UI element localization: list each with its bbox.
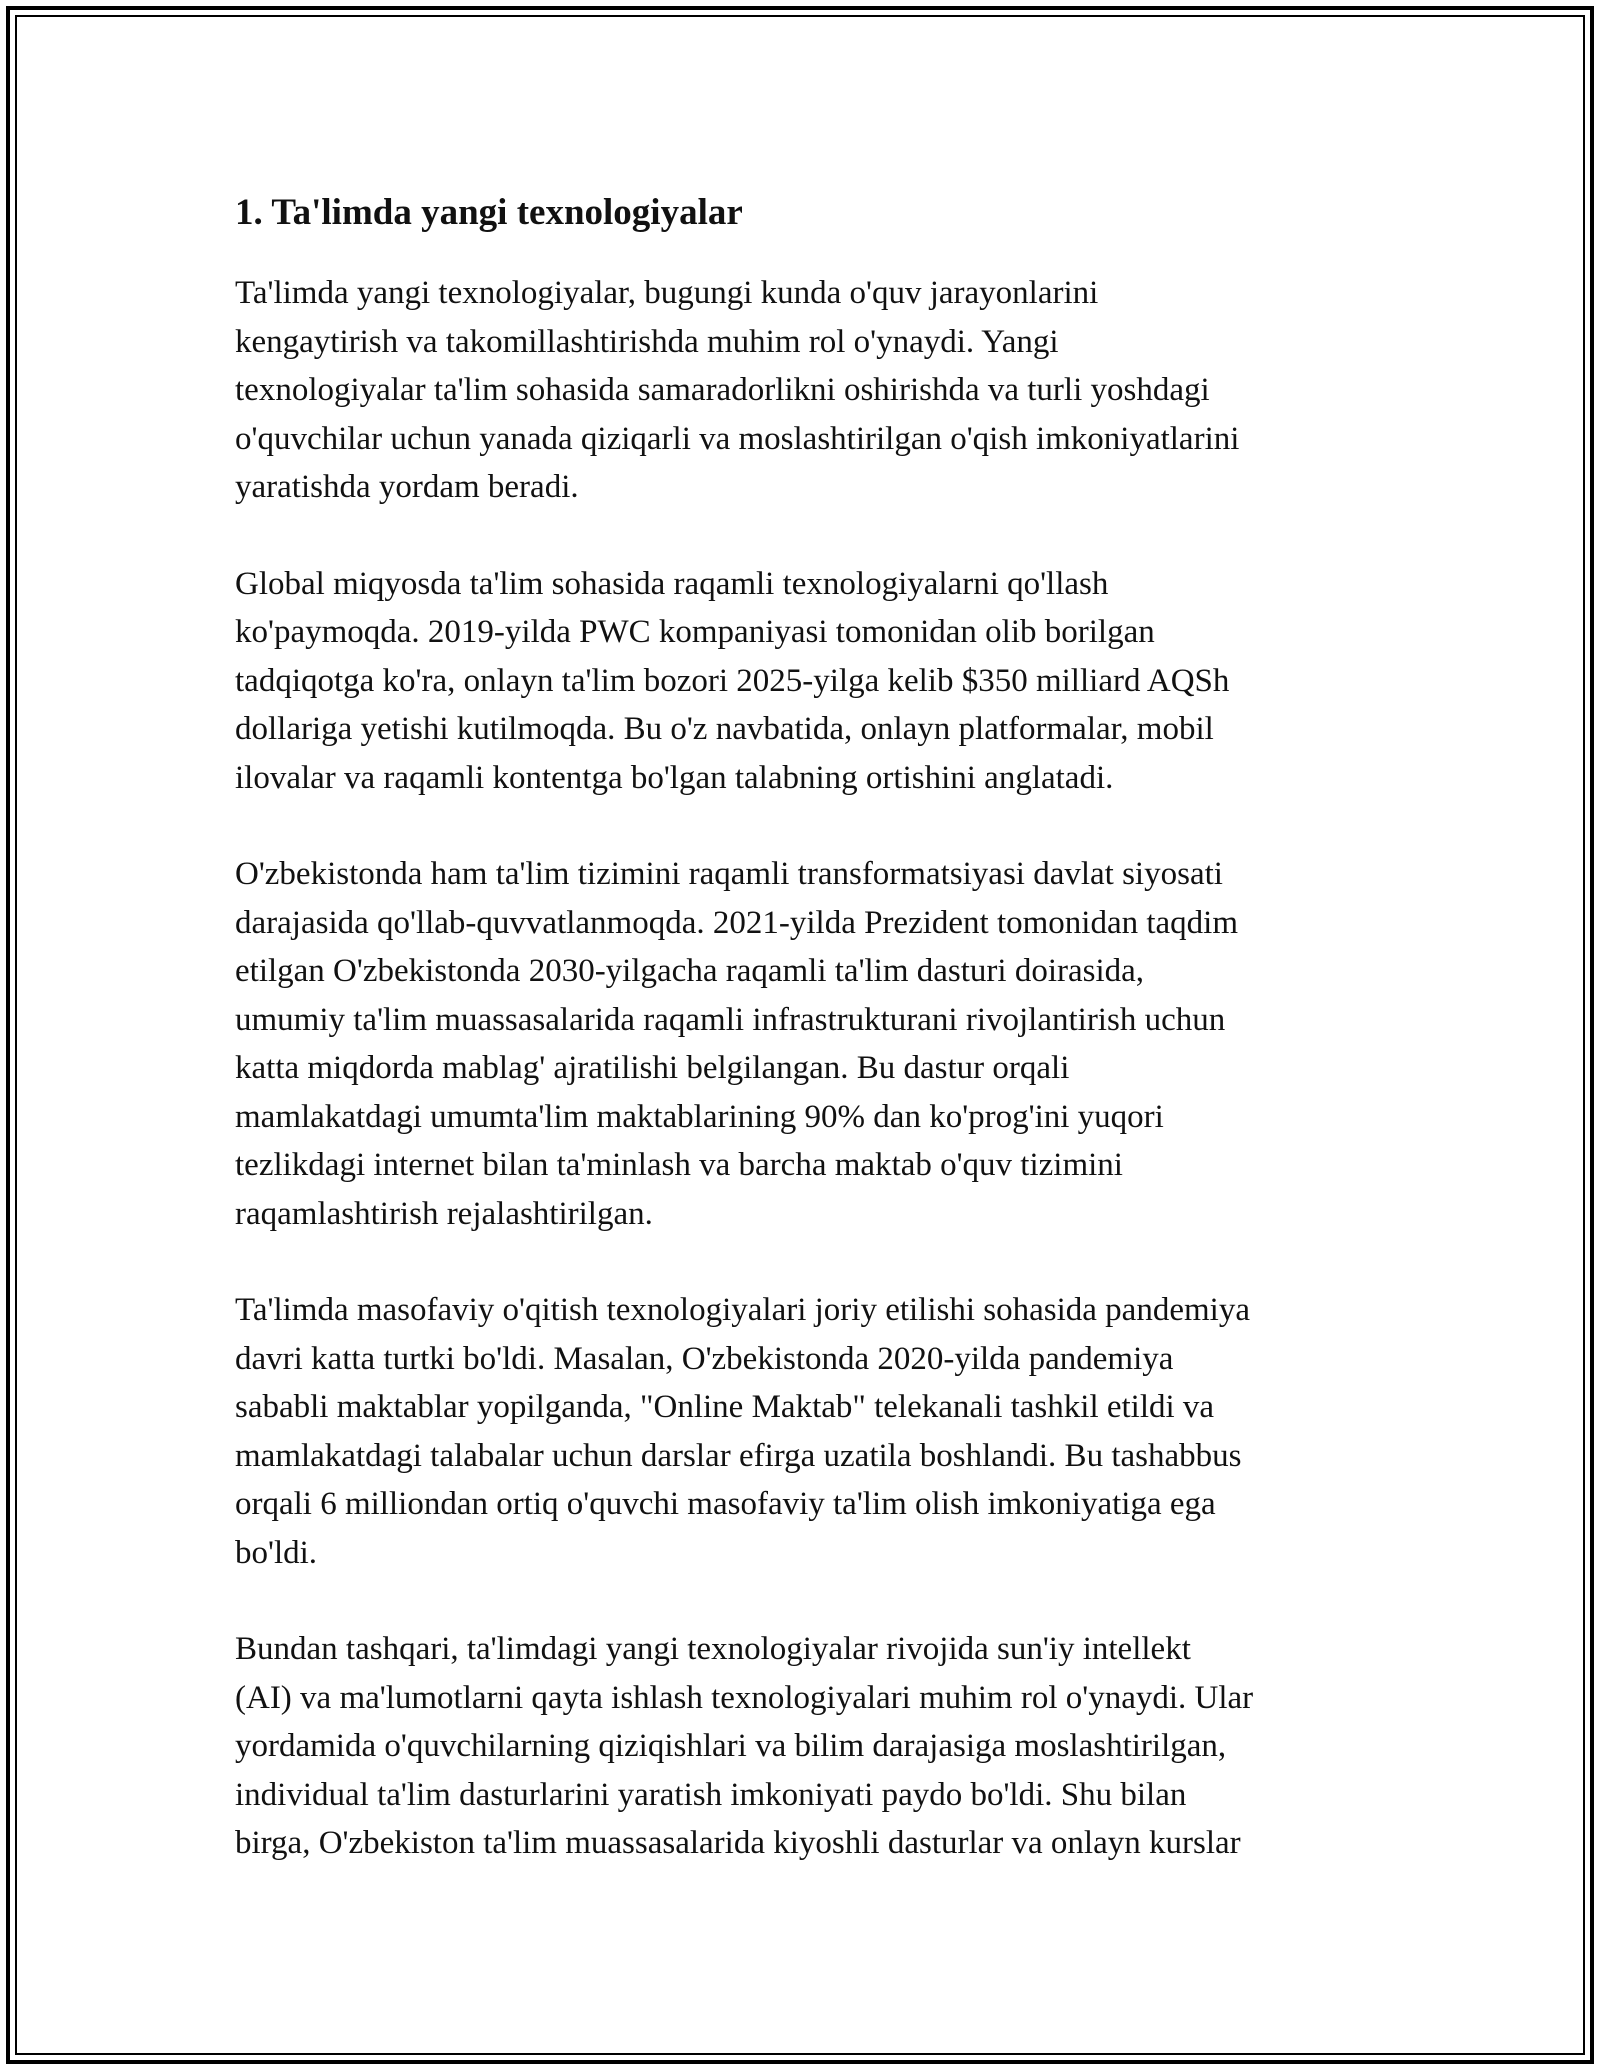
- paragraph-line: ko'paymoqda. 2019-yilda PWC kompaniyasi tomonidan olib borilgan: [235, 614, 1155, 650]
- paragraph-line: dollariga yetishi kutilmoqda. Bu o'z navbatida, onlayn platformalar, mobil: [235, 711, 1214, 747]
- paragraph-line: Bundan tashqari, ta'limdagi yangi texnologiyalar rivojida sun'iy intellekt: [235, 1631, 1191, 1667]
- paragraph-line: Ta'limda yangi texnologiyalar, bugungi kunda o'quv jarayonlarini: [235, 275, 1099, 311]
- paragraph-line: (AI) va ma'lumotlarni qayta ishlash texnologiyalari muhim rol o'ynaydi. Ular: [235, 1679, 1254, 1716]
- paragraph-line: mamlakatdagi talabalar uchun darslar efirga uzatila boshlandi. Bu tashabbus: [235, 1437, 1242, 1474]
- paragraph-line: O'zbekistonda ham ta'lim tizimini raqamli transformatsiyasi davlat siyosati: [235, 856, 1223, 892]
- paragraph: [235, 1286, 1380, 1577]
- section-heading: 1. Ta'limda yangi texnologiyalar: [235, 192, 743, 233]
- paragraph-line: sababli maktablar yopilganda, "Online Maktab" telekanali tashkil etildi va: [235, 1389, 1215, 1425]
- paragraph-line: Global miqyosda ta'lim sohasida raqamli texnologiyalarni qo'llash: [235, 565, 1109, 602]
- paragraph: [235, 1625, 1380, 1868]
- paragraph-line: raqamlashtirish rejalashtirilgan.: [235, 1195, 653, 1232]
- paragraph-line: mamlakatdagi umumta'lim maktablarining 90% dan ko'prog'ini yuqori: [235, 1098, 1164, 1135]
- paragraph-list: [235, 269, 1380, 1868]
- paragraph-line: ilovalar va raqamli kontentga bo'lgan talabning ortishini anglatadi.: [235, 759, 1114, 796]
- paragraph-line: yaratishda yordam beradi.: [235, 469, 579, 505]
- paragraph-line: tadqiqotga ko'ra, onlayn ta'lim bozori 2025-yilga kelib $350 milliard AQSh: [235, 662, 1230, 699]
- paragraph: [235, 269, 1380, 512]
- paragraph-line: Ta'limda masofaviy o'qitish texnologiyalari joriy etilishi sohasida pandemiya: [235, 1292, 1250, 1328]
- paragraph-line: darajasida qo'llab-quvvatlanmoqda. 2021-yilda Prezident tomonidan taqdim: [235, 904, 1239, 941]
- paragraph: [235, 560, 1380, 803]
- paragraph-line: umumiy ta'lim muassasalarida raqamli infrastrukturani rivojlantirish uchun: [235, 1001, 1226, 1038]
- paragraph-line: tezlikdagi internet bilan ta'minlash va barcha maktab o'quv tizimini: [235, 1147, 1123, 1183]
- paragraph-line: birga, O'zbekiston ta'lim muassasalarida kiyoshli dasturlar va onlayn kurslar: [235, 1825, 1241, 1861]
- document-body: [235, 185, 1380, 1916]
- paragraph-line: etilgan O'zbekistonda 2030-yilgacha raqamli ta'lim dasturi doirasida,: [235, 953, 1145, 989]
- paragraph: [235, 850, 1380, 1238]
- paragraph-line: individual ta'lim dasturlarini yaratish imkoniyati paydo bo'ldi. Shu bilan: [235, 1776, 1187, 1813]
- paragraph-line: yordamida o'quvchilarning qiziqishlari va bilim darajasiga moslashtirilgan,: [235, 1728, 1227, 1764]
- paragraph-line: katta miqdorda mablag' ajratilishi belgilangan. Bu dastur orqali: [235, 1050, 1070, 1086]
- paragraph-line: o'quvchilar uchun yanada qiziqarli va moslashtirilgan o'qish imkoniyatlarini: [235, 420, 1240, 457]
- paragraph-line: davri katta turtki bo'ldi. Masalan, O'zbekistonda 2020-yilda pandemiya: [235, 1340, 1174, 1377]
- paragraph-line: texnologiyalar ta'lim sohasida samaradorlikni oshirishda va turli yoshdagi: [235, 372, 1210, 408]
- paragraph-line: kengaytirish va takomillashtirishda muhim rol o'ynaydi. Yangi: [235, 323, 1059, 360]
- paragraph-line: orqali 6 milliondan ortiq o'quvchi masofaviy ta'lim olish imkoniyatiga ega: [235, 1486, 1216, 1522]
- paragraph-line: bo'ldi.: [235, 1534, 318, 1571]
